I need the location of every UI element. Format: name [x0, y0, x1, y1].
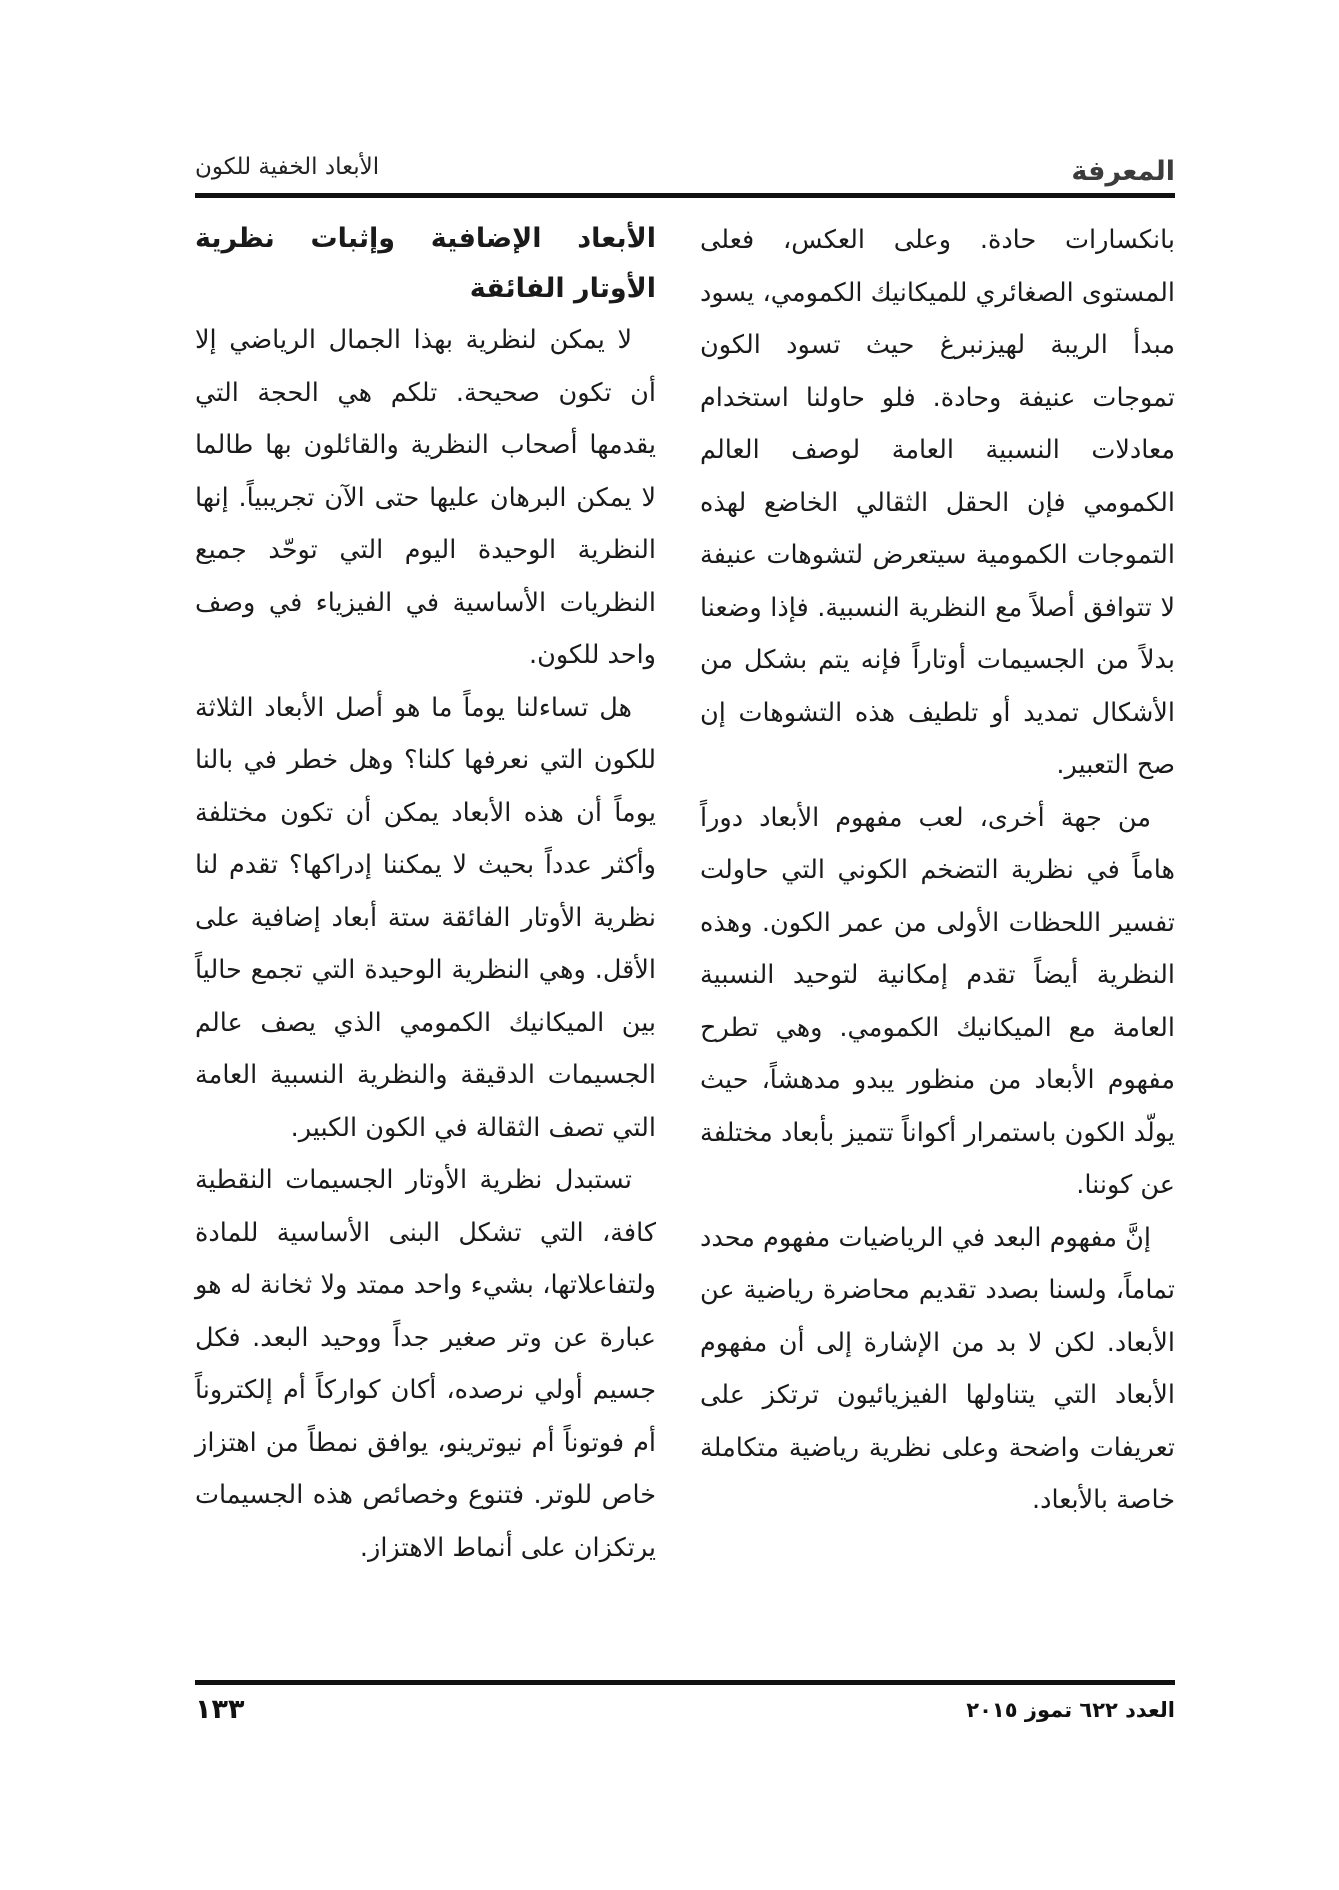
paragraph: لا يمكن لنظرية بهذا الجمال الرياضي إلا أن تكون صحيحة. تلكم هي الحجة التي يقدمها أصحاب النظرية والقائلون بها طالما لا يمكن البرهان عليها حتى الآن تجريبياً. إنها النظرية الوحيدة اليوم التي توحّد جميع النظريات الأساسية في الفيزياء في وصف واحد للكون. — [195, 325, 656, 670]
issue-info: العدد ٦٢٢ تموز ٢٠١٥ — [966, 1698, 1175, 1722]
running-title: الأبعاد الخفية للكون — [195, 154, 380, 180]
header-rule — [195, 193, 1175, 198]
left-column — [195, 214, 656, 1574]
page-footer — [195, 1694, 1175, 1738]
magazine-logo: المعرفة — [1071, 156, 1175, 187]
paragraph: بانكسارات حادة. وعلى العكس، فعلى المستوى الصغائري للميكانيك الكمومي، يسود مبدأ الريبة لهيزنبرغ حيث تسود الكون تموجات عنيفة وحادة. فلو حاولنا استخدام معادلات النسبية العامة لوصف العالم الكمومي فإن الحقل الثقالي الخاضع لهذه التموجات الكمومية سيتعرض لتشوهات عنيفة لا تتوافق أصلاً مع النظرية النسبية. فإذا وضعنا بدلاً من الجسيمات أوتاراً فإنه يتم بشكل من الأشكال تمديد أو تلطيف هذه التشوهات إن صح التعبير. — [700, 225, 1175, 780]
footer-rule — [195, 1680, 1175, 1685]
page-number: ١٣٣ — [195, 1694, 245, 1725]
section-heading: الأبعاد الإضافية وإثبات نظرية الأوتار الفائقة — [195, 223, 656, 304]
paragraph: تستبدل نظرية الأوتار الجسيمات النقطية كافة، التي تشكل البنى الأساسية للمادة ولتفاعلاتها، بشيء واحد ممتد ولا ثخانة له هو عبارة عن وتر صغير جداً ووحيد البعد. فكل جسيم أولي نرصده، أكان كواركاً أم إلكتروناً أم فوتوناً أم نيوترينو، يوافق نمطاً من اهتزاز خاص للوتر. فتنوع وخصائص هذه الجسيمات يرتكزان على أنماط الاهتزاز. — [195, 1165, 656, 1563]
right-column — [700, 214, 1175, 1527]
paragraph: إنَّ مفهوم البعد في الرياضيات مفهوم محدد تماماً، ولسنا بصدد تقديم محاضرة رياضية عن الأبعاد. لكن لا بد من الإشارة إلى أن مفهوم الأبعاد التي يتناولها الفيزيائيون ترتكز على تعريفات واضحة وعلى نظرية رياضية متكاملة خاصة بالأبعاد. — [700, 1222, 1175, 1515]
paragraph: من جهة أخرى، لعب مفهوم الأبعاد دوراً هاماً في نظرية التضخم الكوني التي حاولت تفسير اللحظات الأولى من عمر الكون. وهذه النظرية أيضاً تقدم إمكانية لتوحيد النسبية العامة مع الميكانيك الكمومي. وهي تطرح مفهوم الأبعاد من منظور يبدو مدهشاً، حيث يولّد الكون باستمرار أكواناً تتميز بأبعاد مختلفة عن كوننا. — [700, 802, 1175, 1200]
paragraph: هل تساءلنا يوماً ما هو أصل الأبعاد الثلاثة للكون التي نعرفها كلنا؟ وهل خطر في بالنا يوماً أن هذه الأبعاد يمكن أن تكون مختلفة وأكثر عدداً بحيث لا يمكننا إدراكها؟ تقدم لنا نظرية الأوتار الفائقة ستة أبعاد إضافية على الأقل. وهي النظرية الوحيدة التي تجمع حالياً بين الميكانيك الكمومي الذي يصف عالم الجسيمات الدقيقة والنظرية النسبية العامة التي تصف الثقالة في الكون الكبير. — [195, 692, 656, 1143]
